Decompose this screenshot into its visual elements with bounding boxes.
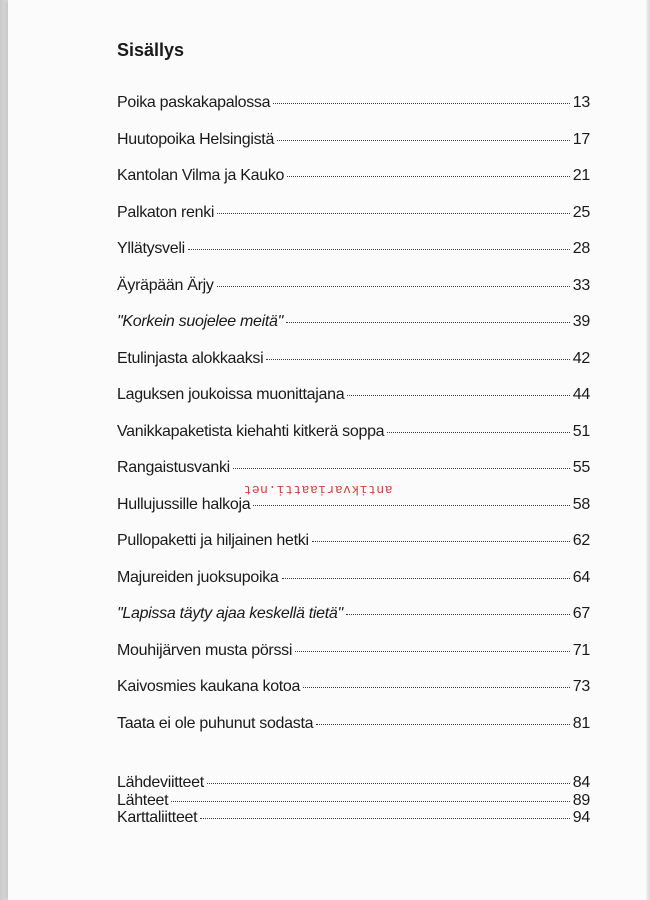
page-number: 89 <box>572 791 590 809</box>
page-number: 17 <box>572 130 590 148</box>
toc-entry <box>117 715 590 752</box>
entry-title: Yllätysveli <box>117 240 185 257</box>
toc-entry <box>117 94 590 131</box>
toc-entry <box>117 204 590 241</box>
page-edge-right <box>646 0 650 900</box>
entry-title: Kantolan Vilma ja Kauko <box>117 167 285 184</box>
page-number: 62 <box>572 532 590 549</box>
page-number: 94 <box>572 809 590 826</box>
toc-entry <box>117 496 590 533</box>
toc-entry <box>117 167 590 204</box>
appendix-entry <box>117 809 590 827</box>
entry-title: Majureiden juoksupoika <box>117 568 279 586</box>
entry-title: Mouhijärven musta pörssi <box>117 641 293 659</box>
dot-leader <box>287 176 570 177</box>
toc-entry <box>117 350 590 387</box>
page-number: 67 <box>572 605 590 622</box>
toc-entry <box>117 386 590 423</box>
appendix-list <box>117 774 590 827</box>
dot-leader <box>295 651 570 652</box>
dot-leader <box>217 286 570 287</box>
toc-entry <box>117 642 590 679</box>
entry-title: Poika paskakapalossa <box>117 94 271 111</box>
toc-entry <box>117 678 590 715</box>
appendix-entry <box>117 792 590 810</box>
toc-entry <box>117 131 590 168</box>
page-number: 42 <box>572 349 590 367</box>
entry-title: Pullopaketti ja hiljainen hetki <box>117 532 309 549</box>
toc-entry <box>117 313 590 350</box>
page-number: 33 <box>572 276 590 294</box>
dot-leader <box>273 103 570 104</box>
entry-title: Etulinjasta alokkaaksi <box>117 349 264 367</box>
entry-title: "Lapissa täyty ajaa keskellä tietä" <box>117 605 343 622</box>
entry-title: Rangaistusvanki <box>117 459 230 476</box>
page-number: 25 <box>572 203 590 221</box>
entry-title: Lähdeviitteet <box>117 774 204 791</box>
dot-leader <box>188 249 570 250</box>
page-number: 81 <box>572 714 590 732</box>
dot-leader <box>266 359 569 360</box>
dot-leader <box>347 395 569 396</box>
entry-title: Palkaton renki <box>117 203 215 221</box>
dot-leader <box>286 322 570 323</box>
page-number: 73 <box>572 678 590 695</box>
dot-leader <box>200 818 570 819</box>
entry-title: "Korkein suojelee meitä" <box>117 313 284 330</box>
page-number: 51 <box>572 422 590 440</box>
page-number: 28 <box>572 240 590 257</box>
dot-leader <box>277 140 570 141</box>
dot-leader <box>233 468 570 469</box>
toc-entry <box>117 277 590 314</box>
dot-leader <box>312 541 570 542</box>
toc-entry <box>117 423 590 460</box>
entry-title: Karttaliitteet <box>117 809 198 826</box>
entry-title: Laguksen joukoissa muonittajana <box>117 386 345 403</box>
entry-title: Taata ei ole puhunut sodasta <box>117 714 314 732</box>
page-number: 84 <box>572 774 590 791</box>
entry-title: Huutopoika Helsingistä <box>117 130 275 148</box>
entry-title: Äyräpään Ärjy <box>117 276 214 294</box>
appendix-entry <box>117 774 590 792</box>
dot-leader <box>253 505 569 506</box>
page-number: 44 <box>572 386 590 403</box>
entry-title: Vanikkapaketista kiehahti kitkerä soppa <box>117 422 385 440</box>
dot-leader <box>207 783 570 784</box>
toc-entry <box>117 240 590 277</box>
entry-title: Hullujussille halkoja <box>117 495 251 513</box>
toc-entry <box>117 569 590 606</box>
toc-entry <box>117 605 590 642</box>
dot-leader <box>346 614 570 615</box>
page-number: 58 <box>572 495 590 513</box>
dot-leader <box>171 801 570 802</box>
entry-title: Lähteet <box>117 791 169 809</box>
dot-leader <box>316 724 570 725</box>
page-number: 39 <box>572 313 590 330</box>
toc-entry <box>117 532 590 569</box>
page-edge-left <box>0 0 8 900</box>
dot-leader <box>282 578 570 579</box>
page-number: 13 <box>572 94 590 111</box>
table-of-contents <box>117 94 590 751</box>
dot-leader <box>303 687 570 688</box>
page-number: 64 <box>572 568 590 586</box>
dot-leader <box>387 432 570 433</box>
dot-leader <box>217 213 570 214</box>
page-number: 55 <box>572 459 590 476</box>
page-number: 71 <box>572 641 590 659</box>
entry-title: Kaivosmies kaukana kotoa <box>117 678 301 695</box>
page-number: 21 <box>572 167 590 184</box>
watermark: antikvariaatti.net <box>243 482 393 497</box>
page-title: Sisällys <box>117 40 185 60</box>
